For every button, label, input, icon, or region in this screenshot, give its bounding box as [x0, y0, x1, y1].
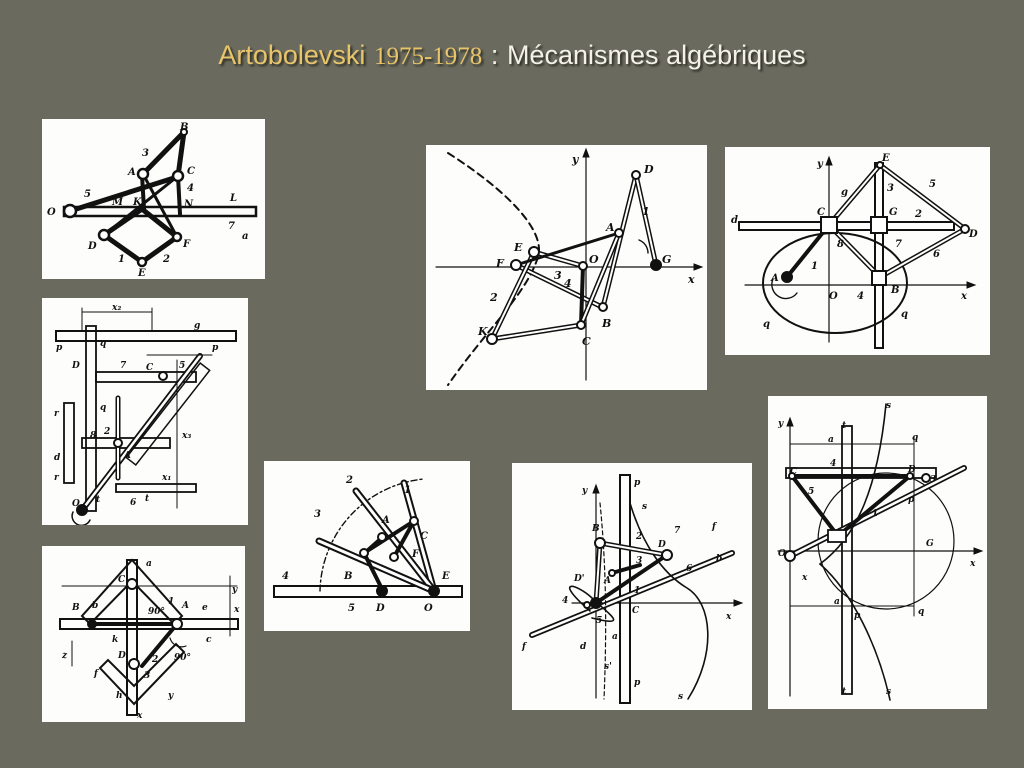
label: 6: [686, 564, 693, 574]
label: y: [572, 153, 579, 166]
label: r: [54, 473, 59, 483]
label: 1: [642, 205, 650, 218]
label: 6: [130, 498, 137, 508]
label: a: [146, 559, 152, 569]
label: 3: [554, 269, 562, 282]
label: h: [116, 691, 123, 701]
label: b: [716, 554, 723, 564]
label: 3: [314, 509, 321, 520]
label: B: [72, 603, 80, 613]
label: t: [842, 687, 847, 697]
figure-right-angle-mechanism: [42, 546, 245, 722]
label: 1: [634, 586, 641, 596]
label: x: [688, 273, 695, 286]
label: G: [889, 207, 898, 218]
label: B: [602, 317, 612, 330]
label: y: [817, 159, 823, 170]
label: F: [496, 257, 504, 270]
figure-angle-trisection-linkage: [264, 461, 470, 631]
label: b: [92, 601, 99, 611]
label: E: [514, 241, 523, 254]
label: C: [817, 207, 825, 218]
label: 3: [887, 183, 894, 194]
label: p: [212, 343, 219, 353]
label: N: [184, 199, 194, 210]
title-topic: Mécanismes algébriques: [507, 40, 806, 70]
label: p: [634, 478, 641, 488]
label: 7: [895, 239, 902, 250]
label: B: [180, 122, 189, 133]
label: B: [891, 285, 900, 296]
label: p: [908, 495, 915, 505]
label: A: [128, 167, 136, 178]
label: O: [72, 499, 80, 509]
label: g: [194, 321, 201, 331]
label: s: [886, 687, 892, 697]
label: t: [842, 421, 847, 431]
label: 4: [187, 183, 194, 194]
label: 2: [346, 475, 353, 486]
label: t: [145, 494, 150, 504]
label: s: [886, 401, 892, 411]
label: f: [522, 642, 526, 652]
label: C: [146, 363, 154, 373]
figure-hyperbola-linkage: [426, 145, 707, 390]
figure-right-angle-mechanism-drawing: [42, 546, 245, 722]
label: O: [589, 253, 599, 266]
label: a: [828, 435, 834, 445]
label: 2: [163, 254, 170, 265]
label: 4: [282, 571, 289, 582]
label: K: [133, 197, 142, 208]
label: E: [882, 153, 890, 164]
label: p: [854, 611, 861, 621]
label: d: [580, 642, 587, 652]
label: 2: [104, 427, 111, 437]
label: O: [778, 549, 786, 559]
label: 1: [811, 261, 818, 272]
label: x: [137, 711, 143, 721]
label: z: [62, 651, 68, 661]
label: 5: [929, 179, 936, 190]
label: q: [763, 319, 770, 330]
label: 1: [168, 597, 175, 607]
title-separator: :: [490, 40, 499, 70]
figure-cross-slide-labels: [54, 303, 219, 509]
label: a: [612, 632, 618, 642]
figure-linkage-rhombus-drawing: [42, 119, 265, 279]
label: 3: [930, 475, 937, 485]
label: O: [47, 207, 56, 218]
figure-right-angle-labels: [61, 559, 240, 721]
figure-cross-slide-mechanism: [42, 298, 248, 525]
label: e: [202, 603, 208, 613]
label: G: [662, 253, 672, 266]
figure-ellipse-mechanism: [725, 147, 990, 355]
label: B: [592, 524, 600, 534]
label: K: [478, 325, 488, 338]
label: 1: [404, 485, 411, 496]
figure-ellipse-mechanism-drawing: [725, 147, 990, 355]
label: d: [731, 215, 738, 226]
slide-title: [0, 40, 1024, 71]
label: F: [183, 239, 191, 250]
label: C: [582, 335, 591, 348]
label: t: [96, 495, 101, 505]
label: 7: [228, 221, 235, 232]
figure-linkage-rhombus: [42, 119, 265, 279]
label: C: [118, 575, 126, 585]
label: B: [344, 571, 353, 582]
label: c: [206, 635, 212, 645]
label: 3: [144, 671, 151, 681]
label: 5: [84, 189, 91, 200]
label: f: [712, 522, 716, 532]
label: D: [118, 651, 126, 661]
label: O: [829, 291, 838, 302]
label: O: [424, 603, 433, 614]
label: g: [841, 187, 848, 198]
label: M: [112, 197, 124, 208]
figure-cross-slide-mechanism-drawing: [42, 298, 248, 525]
label: d: [54, 453, 61, 463]
label: C: [420, 531, 428, 542]
label: E: [138, 268, 146, 279]
label: 5: [179, 361, 186, 371]
label: D: [644, 163, 654, 176]
label: 3: [142, 148, 149, 159]
label: x: [726, 612, 732, 622]
label: y: [582, 486, 588, 496]
label: k: [112, 635, 119, 645]
label: 2: [490, 291, 498, 304]
label: E: [442, 571, 450, 582]
label: q: [901, 309, 908, 320]
label: 8: [90, 431, 97, 441]
label: 3: [636, 556, 643, 566]
title-years: 1975-1978: [373, 43, 483, 70]
label: y: [168, 691, 174, 701]
label: 4: [564, 277, 572, 290]
label: C: [187, 166, 195, 177]
label: G: [926, 539, 934, 549]
label: s: [642, 502, 648, 512]
label: 90°: [174, 653, 192, 663]
figure-lemniscate-drawing: [512, 463, 752, 710]
title-author: Artobolevski: [218, 40, 366, 70]
label: s: [678, 692, 684, 702]
label: D: [72, 361, 80, 371]
label: s': [604, 662, 612, 672]
label: 7: [120, 361, 127, 371]
label: p: [56, 343, 63, 353]
label: A: [604, 576, 611, 586]
label: L: [230, 193, 238, 204]
label: 90°: [148, 607, 166, 617]
label: 6: [933, 249, 940, 260]
label: p: [634, 678, 641, 688]
label: x₃: [182, 431, 192, 441]
figure-angle-trisection-labels: [282, 475, 450, 614]
label: B: [908, 465, 916, 475]
label: 8: [837, 239, 844, 250]
label: F: [412, 549, 420, 560]
label: 1: [872, 509, 879, 519]
label: 1: [118, 254, 125, 265]
label: q: [100, 403, 107, 413]
label: 4: [562, 596, 569, 606]
label: f: [94, 669, 98, 679]
label: x₁: [162, 473, 172, 483]
label: A: [182, 601, 189, 611]
figure-lemniscate-mechanism: [512, 463, 752, 710]
label: x: [234, 605, 240, 615]
label: A: [771, 273, 779, 284]
label: D: [376, 603, 385, 614]
label: 2: [636, 532, 643, 542]
label: q: [918, 607, 925, 617]
label: 2: [915, 209, 922, 220]
label: C: [790, 467, 798, 477]
label: 5: [348, 603, 355, 614]
label: q: [912, 433, 919, 443]
label: q: [100, 339, 107, 349]
label: A: [606, 221, 615, 234]
label: D: [658, 540, 666, 550]
label: x: [961, 291, 967, 302]
label: D: [88, 241, 97, 252]
label: a: [242, 231, 249, 242]
label: y: [778, 419, 784, 429]
label: 5: [596, 616, 603, 626]
label: A: [124, 451, 131, 461]
label: 4: [857, 291, 864, 302]
label: D': [574, 574, 585, 584]
label: x: [970, 559, 976, 569]
figure-hyperbola-linkage-drawing: [426, 145, 707, 390]
label: r: [54, 409, 59, 419]
figure-lemniscate-labels: [521, 478, 732, 702]
label: y: [232, 585, 238, 595]
figure-circle-cissoid-drawing: [768, 396, 987, 709]
label: 7: [674, 526, 681, 536]
figure-angle-trisection-drawing: [264, 461, 470, 631]
label: x₂: [112, 303, 122, 313]
label: D: [969, 229, 978, 240]
label: A: [382, 515, 390, 526]
figure-circle-cissoid-mechanism: [768, 396, 987, 709]
label: C: [632, 606, 640, 616]
label: 4: [830, 459, 837, 469]
label: x: [802, 573, 808, 583]
label: 2: [152, 655, 159, 665]
label: a: [834, 597, 840, 607]
label: 5: [808, 487, 815, 497]
